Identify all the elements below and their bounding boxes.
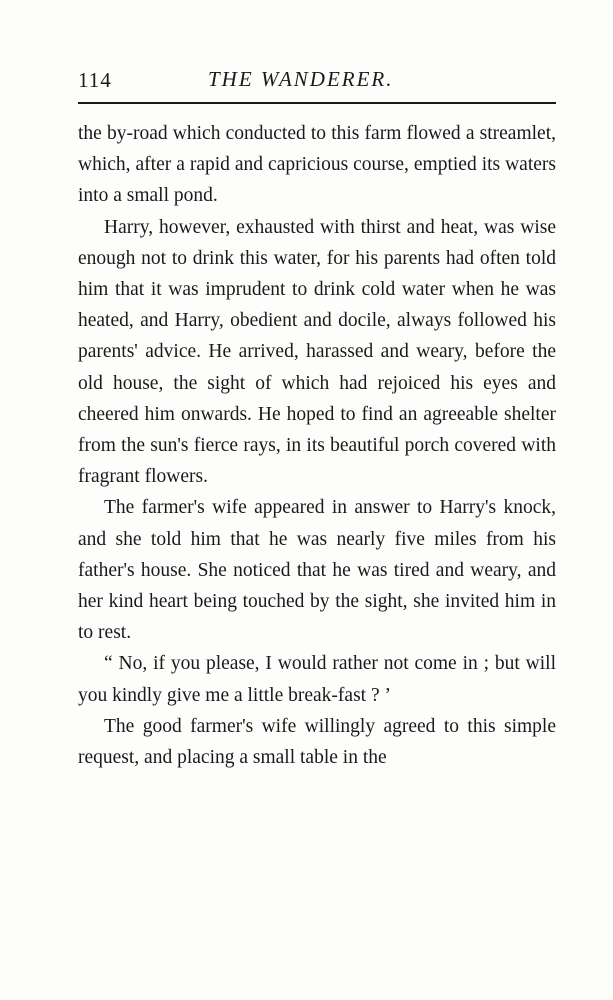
header-rule [78, 102, 556, 104]
paragraph-3: The farmer's wife appeared in answer to Harry's knock, and she told him that he was nearly five miles from his father's house. She noticed that he was tired and weary, and her kind heart being touched by the sight, she invited him in to rest. [78, 497, 556, 644]
paragraph-4: “ No, if you please, I would rather not come in ; but will you kindly give me a little break-fast ? ’ [78, 653, 556, 706]
page-number: 114 [78, 68, 112, 92]
running-title: THE WANDERER. [208, 67, 394, 91]
paragraph-2: Harry, however, exhausted with thirst and heat, was wise enough not to drink this water, for his parents had often told him that it was imprudent to drink cold water when he was heated, and Harry, obedient and docile, always followed his parents' advice. He arrived, harassed and weary, before the old house, the sight of which had rejoiced his eyes and cheered him onwards. He hoped to find an agreeable shelter from the sun's fierce rays, in its beautiful porch covered with fragrant flowers. [78, 216, 556, 488]
body-text [78, 118, 556, 773]
paragraph-5: The good farmer's wife willingly agreed to this simple request, and placing a small table in the [78, 715, 556, 769]
paragraph-1: the by-road which conducted to this farm flowed a streamlet, which, after a rapid and capricious course, emptied its waters into a small pond. [78, 123, 556, 207]
page-header [78, 64, 556, 96]
